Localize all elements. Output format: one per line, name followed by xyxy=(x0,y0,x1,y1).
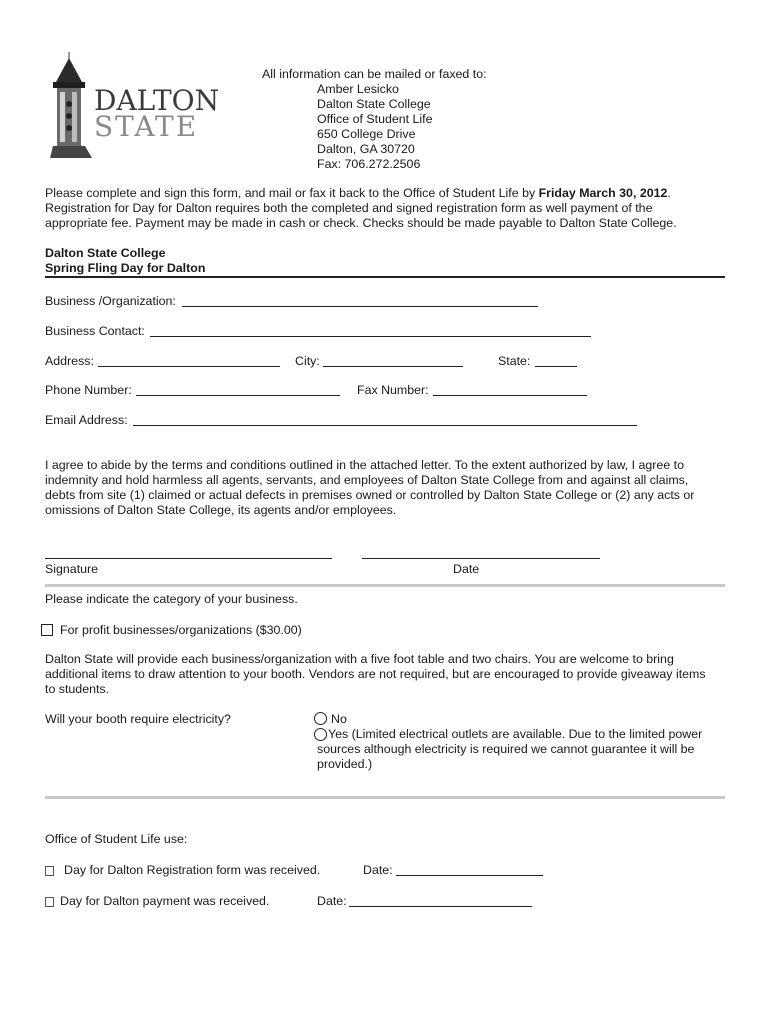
payment-received-checkbox[interactable] xyxy=(45,897,54,907)
address-input-line[interactable] xyxy=(98,366,280,367)
date-label: Date xyxy=(453,562,480,576)
instructions-line: Registration for Day for Dalton requires both the completed and signed registration form as well payment of the xyxy=(45,201,653,215)
form-received-label: Day for Dalton Registration form was received. xyxy=(64,863,321,877)
city-label: City: xyxy=(295,354,320,368)
email-input-line[interactable] xyxy=(133,425,637,426)
date-input-line[interactable] xyxy=(362,558,600,559)
mailing-line: Office of Student Life xyxy=(317,112,433,126)
business-label: Business /Organization: xyxy=(45,294,176,308)
payment-received-date-label: Date: xyxy=(317,894,347,908)
mailing-intro: All information can be mailed or faxed to: xyxy=(262,67,487,81)
heading-subtitle: Spring Fling Day for Dalton xyxy=(45,261,206,275)
payment-received-date-line[interactable] xyxy=(349,906,532,907)
payment-received-label: Day for Dalton payment was received. xyxy=(60,894,270,908)
provide-line: Dalton State will provide each business/organization with a five foot table and two chairs. You are welcome to bring xyxy=(45,652,674,666)
electricity-question: Will your booth require electricity? xyxy=(45,712,231,726)
heading-title: Dalton State College xyxy=(45,246,166,260)
form-received-checkbox[interactable] xyxy=(45,866,54,876)
signature-input-line[interactable] xyxy=(45,558,332,559)
agreement-line: omissions of Dalton State College, its agents and/or employees. xyxy=(45,503,397,517)
form-received-date-line[interactable] xyxy=(396,875,543,876)
for-profit-label: For profit businesses/organizations ($30.00) xyxy=(60,623,302,637)
heading-rule xyxy=(45,276,725,278)
contact-label: Business Contact: xyxy=(45,324,145,338)
city-input-line[interactable] xyxy=(323,366,463,367)
state-input-line[interactable] xyxy=(535,366,577,367)
email-label: Email Address: xyxy=(45,413,128,427)
fax-label: Fax Number: xyxy=(357,383,429,397)
mailing-line: 650 College Drive xyxy=(317,127,416,141)
logo-text-state: STATE xyxy=(94,110,199,143)
office-title: Office of Student Life use: xyxy=(45,832,188,846)
mailing-line: Dalton, GA 30720 xyxy=(317,142,415,156)
signature-label: Signature xyxy=(45,562,99,576)
yes-line: provided.) xyxy=(317,757,373,771)
section-divider xyxy=(45,584,725,587)
electricity-yes-label xyxy=(317,727,703,772)
agreement-line: debts from site (1) claimed or actual defects in premises owned or controlled by Dalton State College or (2) any acts or xyxy=(45,488,695,502)
deadline: Friday March 30, 2012 xyxy=(538,186,668,200)
instructions-line: appropriate fee. Payment may be made in cash or check. Checks should be made payable to Dalton State College. xyxy=(45,216,677,230)
electricity-no-radio[interactable] xyxy=(314,712,327,725)
electricity-yes-radio[interactable] xyxy=(314,728,327,741)
logo-text-dalton: DALTON xyxy=(94,84,220,117)
agreement-text xyxy=(45,458,694,518)
form-received-date-label: Date: xyxy=(363,863,393,877)
instructions-line xyxy=(45,186,735,201)
electricity-no-label: No xyxy=(331,712,347,726)
provide-text xyxy=(45,652,706,697)
address-label: Address: xyxy=(45,354,94,368)
yes-line: Yes (Limited electrical outlets are available. Due to the limited power xyxy=(328,727,703,741)
instructions xyxy=(45,186,735,231)
phone-input-line[interactable] xyxy=(136,395,340,396)
for-profit-checkbox[interactable] xyxy=(41,624,53,636)
yes-line: sources although electricity is required we cannot guarantee it will be xyxy=(317,742,695,756)
agreement-line: indemnity and hold harmless all agents, servants, and employees of Dalton State College from and against all claims, xyxy=(45,473,689,487)
state-label: State: xyxy=(498,354,531,368)
business-input-line[interactable] xyxy=(182,306,538,307)
fax-input-line[interactable] xyxy=(433,395,587,396)
provide-line: to students. xyxy=(45,682,110,696)
mailing-line: Fax: 706.272.2506 xyxy=(317,157,421,171)
mailing-address xyxy=(317,82,433,172)
provide-line: additional items to draw attention to your booth. Vendors are not required, but are encouraged to provide giveaway items xyxy=(45,667,706,681)
dalton-state-logo xyxy=(50,48,220,160)
phone-label: Phone Number: xyxy=(45,383,132,397)
instructions-period: . xyxy=(667,186,671,200)
section-divider xyxy=(45,796,725,799)
mailing-line: Amber Lesicko xyxy=(317,82,399,96)
instructions-text: Please complete and sign this form, and mail or fax it back to the Office of Student Life by xyxy=(45,186,539,200)
contact-input-line[interactable] xyxy=(150,336,591,337)
clock-tower-icon xyxy=(50,48,96,160)
category-prompt: Please indicate the category of your business. xyxy=(45,592,298,606)
mailing-line: Dalton State College xyxy=(317,97,431,111)
form-heading xyxy=(45,246,205,276)
agreement-line: I agree to abide by the terms and conditions outlined in the attached letter. To the extent authorized by law, I agree to xyxy=(45,458,684,472)
